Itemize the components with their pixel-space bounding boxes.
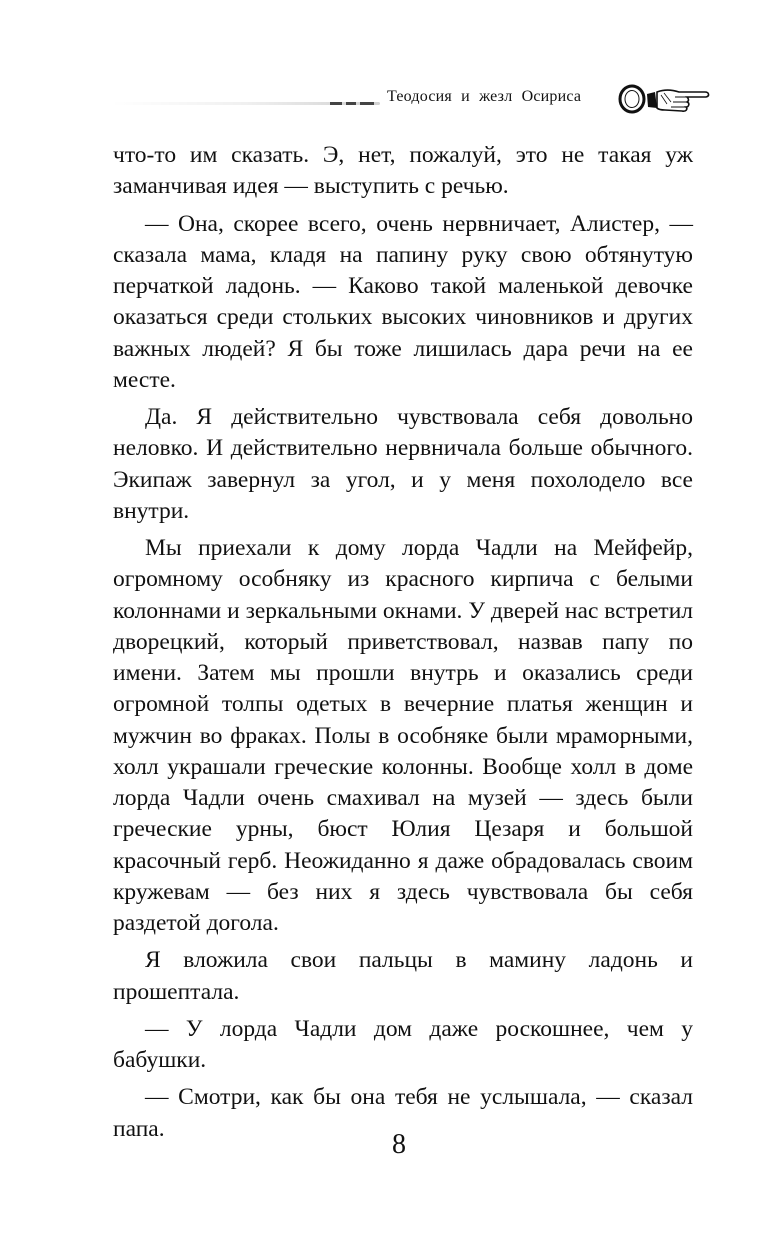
pointing-hand-with-ring-icon	[615, 80, 715, 118]
paragraph: — Она, скорее всего, очень нервничает, Алистер, — сказала мама, кладя на папину руку свою обтянутую перчаткой ладонь. — Каково такой маленькой девочке оказаться среди стольких высоких чиновников и других важных людей? Я бы тоже лишилась дара речи на ее месте.	[113, 210, 693, 393]
paragraph: Мы приехали к дому лорда Чадли на Мейфейр, огромному особняку из красного кирпича с белыми колоннами и зеркальными окнами. У дверей нас встретил дворецкий, который приветствовал, назвав папу по имени. Затем мы прошли внутрь и оказались среди огромной толпы одетых в вечерние платья женщин и мужчин во фраках. Полы в особняке были мраморными, холл украшали греческие колонны. Вообще холл в доме лорда Чадли очень смахивал на музей — здесь были греческие урны, бюст Юлия Цезаря и большой красочный герб. Неожиданно я даже обрадовалась своим кружевам — без них я здесь чувствовала бы себя раздетой догола.	[113, 535, 693, 936]
running-title: Теодосия и жезл Осириса	[387, 88, 582, 105]
paragraph: — Смотри, как бы она тебя не услышала, — сказал папа.	[113, 1084, 693, 1142]
running-header	[100, 86, 720, 122]
body-text	[113, 140, 693, 1145]
page-number: 8	[392, 1129, 406, 1160]
paragraph: Я вложила свои пальцы в мамину ладонь и прошептала.	[113, 947, 693, 1005]
header-dash-ornament	[330, 100, 376, 108]
paragraph: что-то им сказать. Э, нет, пожалуй, это не такая уж заманчивая идея — выступить с речью.	[113, 142, 693, 200]
paragraph: Да. Я действительно чувствовала себя довольно неловко. И действительно нервничала больше обычного. Экипаж завернул за угол, и у меня похолодело все внутри.	[113, 404, 693, 524]
paragraph: — У лорда Чадли дом даже роскошнее, чем у бабушки.	[113, 1015, 693, 1073]
